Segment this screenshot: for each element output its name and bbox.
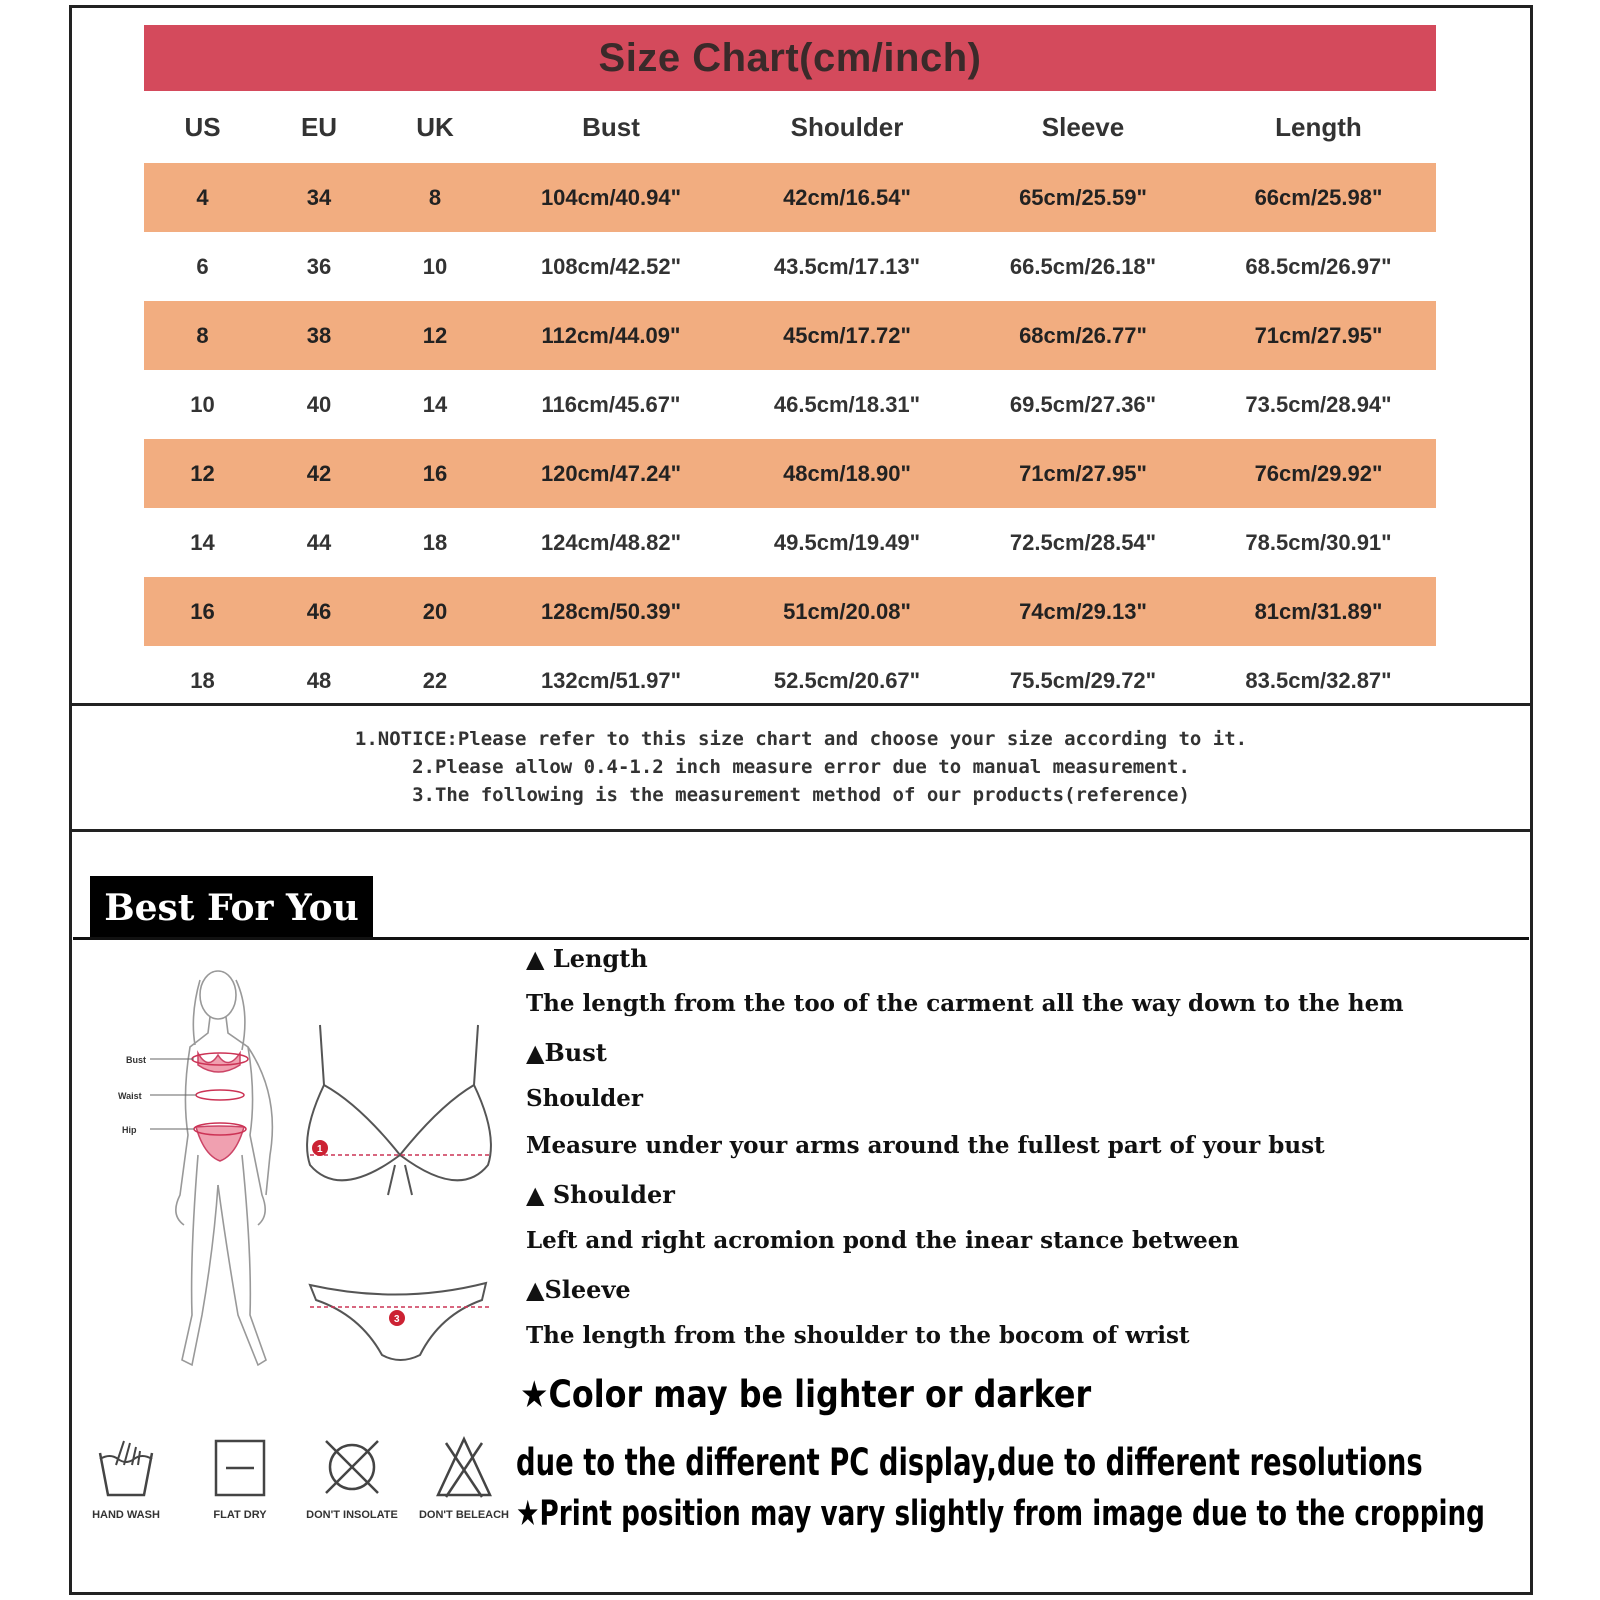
- table-row: [144, 163, 1436, 232]
- cell-uk: 14: [422, 391, 448, 417]
- dont-bleach-icon: [432, 1435, 496, 1499]
- cell-shoulder: 52.5cm/20.67": [773, 667, 921, 693]
- cell-us: 12: [144, 439, 261, 508]
- cell-shoulder: 46.5cm/18.31": [773, 391, 921, 417]
- cell-eu: 48: [306, 667, 332, 693]
- care-dont-bleach: [414, 1435, 514, 1521]
- cell-bust: 108cm/42.52": [540, 253, 682, 279]
- cell-eu: 38: [261, 301, 377, 370]
- cell-us: 16: [144, 577, 261, 646]
- cell-length: 68.5cm/26.97": [1245, 253, 1392, 279]
- cell-sleeve: 66.5cm/26.18": [1009, 253, 1157, 279]
- header-length: Length: [1275, 111, 1362, 142]
- hand-wash-icon: [94, 1435, 158, 1499]
- cell-sleeve: 69.5cm/27.36": [1009, 391, 1157, 417]
- cell-bust: 104cm/40.94": [493, 163, 729, 232]
- size-table: [144, 91, 1436, 715]
- cell-uk: 12: [377, 301, 493, 370]
- cell-sleeve: 75.5cm/29.72": [1009, 667, 1157, 693]
- table-row: [144, 301, 1436, 370]
- cell-uk: 10: [422, 253, 448, 279]
- bust-text: Measure under your arms around the fullest part of your bust: [526, 1132, 1325, 1159]
- cell-shoulder: 48cm/18.90": [729, 439, 965, 508]
- table-row: [144, 439, 1436, 508]
- shoulder-heading: ▲ Shoulder: [526, 1180, 675, 1209]
- cell-sleeve: 65cm/25.59": [965, 163, 1201, 232]
- cell-bust: 120cm/47.24": [493, 439, 729, 508]
- cell-bust: 112cm/44.09": [493, 301, 729, 370]
- dont-bleach-label: DON'T BELEACH: [418, 1509, 509, 1521]
- bra-diagram-icon: [307, 1025, 491, 1195]
- cell-length: 78.5cm/30.91": [1245, 529, 1392, 555]
- hand-wash-label: HAND WASH: [92, 1509, 160, 1521]
- best-for-you-rule: [73, 937, 1529, 940]
- cell-shoulder: 43.5cm/17.13": [773, 253, 921, 279]
- cell-uk: 18: [422, 529, 448, 555]
- cell-us: 18: [190, 667, 215, 693]
- header-uk: UK: [416, 111, 454, 142]
- table-row: [144, 370, 1436, 439]
- header-shoulder: Shoulder: [790, 111, 904, 142]
- cell-length: 66cm/25.98": [1201, 163, 1436, 232]
- flat-dry-icon: [208, 1435, 272, 1499]
- best-for-you-label: [90, 876, 373, 940]
- hip-label: Hip: [122, 1125, 137, 1135]
- cell-us: 14: [190, 529, 215, 555]
- cell-sleeve: 74cm/29.13": [965, 577, 1201, 646]
- cell-length: 71cm/27.95": [1201, 301, 1436, 370]
- table-header-row: [144, 91, 1436, 163]
- bikini-on-figure: [196, 1053, 244, 1161]
- care-flat-dry: [190, 1435, 290, 1521]
- cell-eu: 46: [261, 577, 377, 646]
- length-heading: ▲ Length: [526, 944, 648, 973]
- notice-block: [69, 725, 1533, 809]
- cell-shoulder: 45cm/17.72": [729, 301, 965, 370]
- cell-us: 6: [196, 253, 209, 279]
- cell-uk: 20: [377, 577, 493, 646]
- cell-length: 81cm/31.89": [1201, 577, 1436, 646]
- cell-shoulder: 42cm/16.54": [729, 163, 965, 232]
- cell-sleeve: 72.5cm/28.54": [1009, 529, 1157, 555]
- best-for-you-text: Best For You: [104, 887, 359, 929]
- cell-uk: 8: [377, 163, 493, 232]
- woman-figure-icon: [176, 971, 273, 1365]
- table-row: [144, 577, 1436, 646]
- color-note: ★Color may be lighter or darker: [520, 1373, 1092, 1416]
- header-us: US: [184, 111, 221, 142]
- shoulder-text: Left and right acromion pond the inear stance between: [526, 1227, 1240, 1254]
- cell-bust: 124cm/48.82": [540, 529, 682, 555]
- cell-eu: 40: [306, 391, 332, 417]
- cell-length: 83.5cm/32.87": [1245, 667, 1392, 693]
- cell-length: 73.5cm/28.94": [1245, 391, 1392, 417]
- dont-insolate-label: DON'T INSOLATE: [306, 1509, 398, 1521]
- cell-us: 10: [190, 391, 215, 417]
- size-chart-title-bar: [144, 25, 1436, 91]
- cell-shoulder: 49.5cm/19.49": [773, 529, 921, 555]
- cell-eu: 36: [306, 253, 332, 279]
- cell-eu: 42: [261, 439, 377, 508]
- table-row: [144, 232, 1436, 301]
- table-row: [144, 508, 1436, 577]
- cell-uk: 16: [377, 439, 493, 508]
- cell-bust: 132cm/51.97": [540, 667, 682, 693]
- cell-length: 76cm/29.92": [1201, 439, 1436, 508]
- bust-subheading: Shoulder: [526, 1085, 643, 1112]
- header-eu: EU: [300, 111, 338, 142]
- cell-bust: 128cm/50.39": [493, 577, 729, 646]
- cell-eu: 34: [261, 163, 377, 232]
- cell-sleeve: 68cm/26.77": [965, 301, 1201, 370]
- header-bust: Bust: [582, 111, 640, 142]
- sleeve-heading: ▲Sleeve: [526, 1275, 631, 1304]
- display-note: due to the different PC display,due to different resolutions: [516, 1441, 1423, 1484]
- care-hand-wash: [76, 1435, 176, 1521]
- header-sleeve: Sleeve: [1041, 111, 1125, 142]
- cell-us: 8: [144, 301, 261, 370]
- length-text: The length from the too of the carment all the way down to the hem: [526, 990, 1404, 1017]
- bust-label: Bust: [126, 1055, 146, 1065]
- print-note: ★Print position may vary slightly from image due to the cropping: [516, 1494, 1485, 1534]
- notice-line-1: 1.NOTICE:Please refer to this size chart and choose your size according to it.: [354, 728, 1248, 750]
- marker-3-label: 3: [394, 1314, 400, 1325]
- dont-insolate-icon: [320, 1435, 384, 1499]
- divider-top: [69, 703, 1533, 706]
- cell-eu: 44: [306, 529, 332, 555]
- cell-bust: 116cm/45.67": [541, 391, 681, 417]
- sleeve-text: The length from the shoulder to the bocom of wrist: [526, 1322, 1190, 1349]
- notice-line-3: 3.The following is the measurement method of our products(reference): [412, 784, 1190, 806]
- cell-sleeve: 71cm/27.95": [965, 439, 1201, 508]
- cell-uk: 22: [422, 667, 448, 693]
- measurement-figure: [110, 955, 510, 1415]
- marker-1-label: 1: [317, 1144, 323, 1155]
- flat-dry-label: FLAT DRY: [213, 1509, 267, 1521]
- cell-shoulder: 51cm/20.08": [729, 577, 965, 646]
- waist-label: Waist: [118, 1091, 142, 1101]
- page-title: Size Chart(cm/inch): [598, 35, 982, 80]
- bust-heading: ▲Bust: [526, 1038, 607, 1067]
- care-dont-insolate: [302, 1435, 402, 1521]
- cell-us: 4: [144, 163, 261, 232]
- divider-bottom: [69, 829, 1533, 832]
- notice-line-2: 2.Please allow 0.4-1.2 inch measure error due to manual measurement.: [412, 756, 1190, 778]
